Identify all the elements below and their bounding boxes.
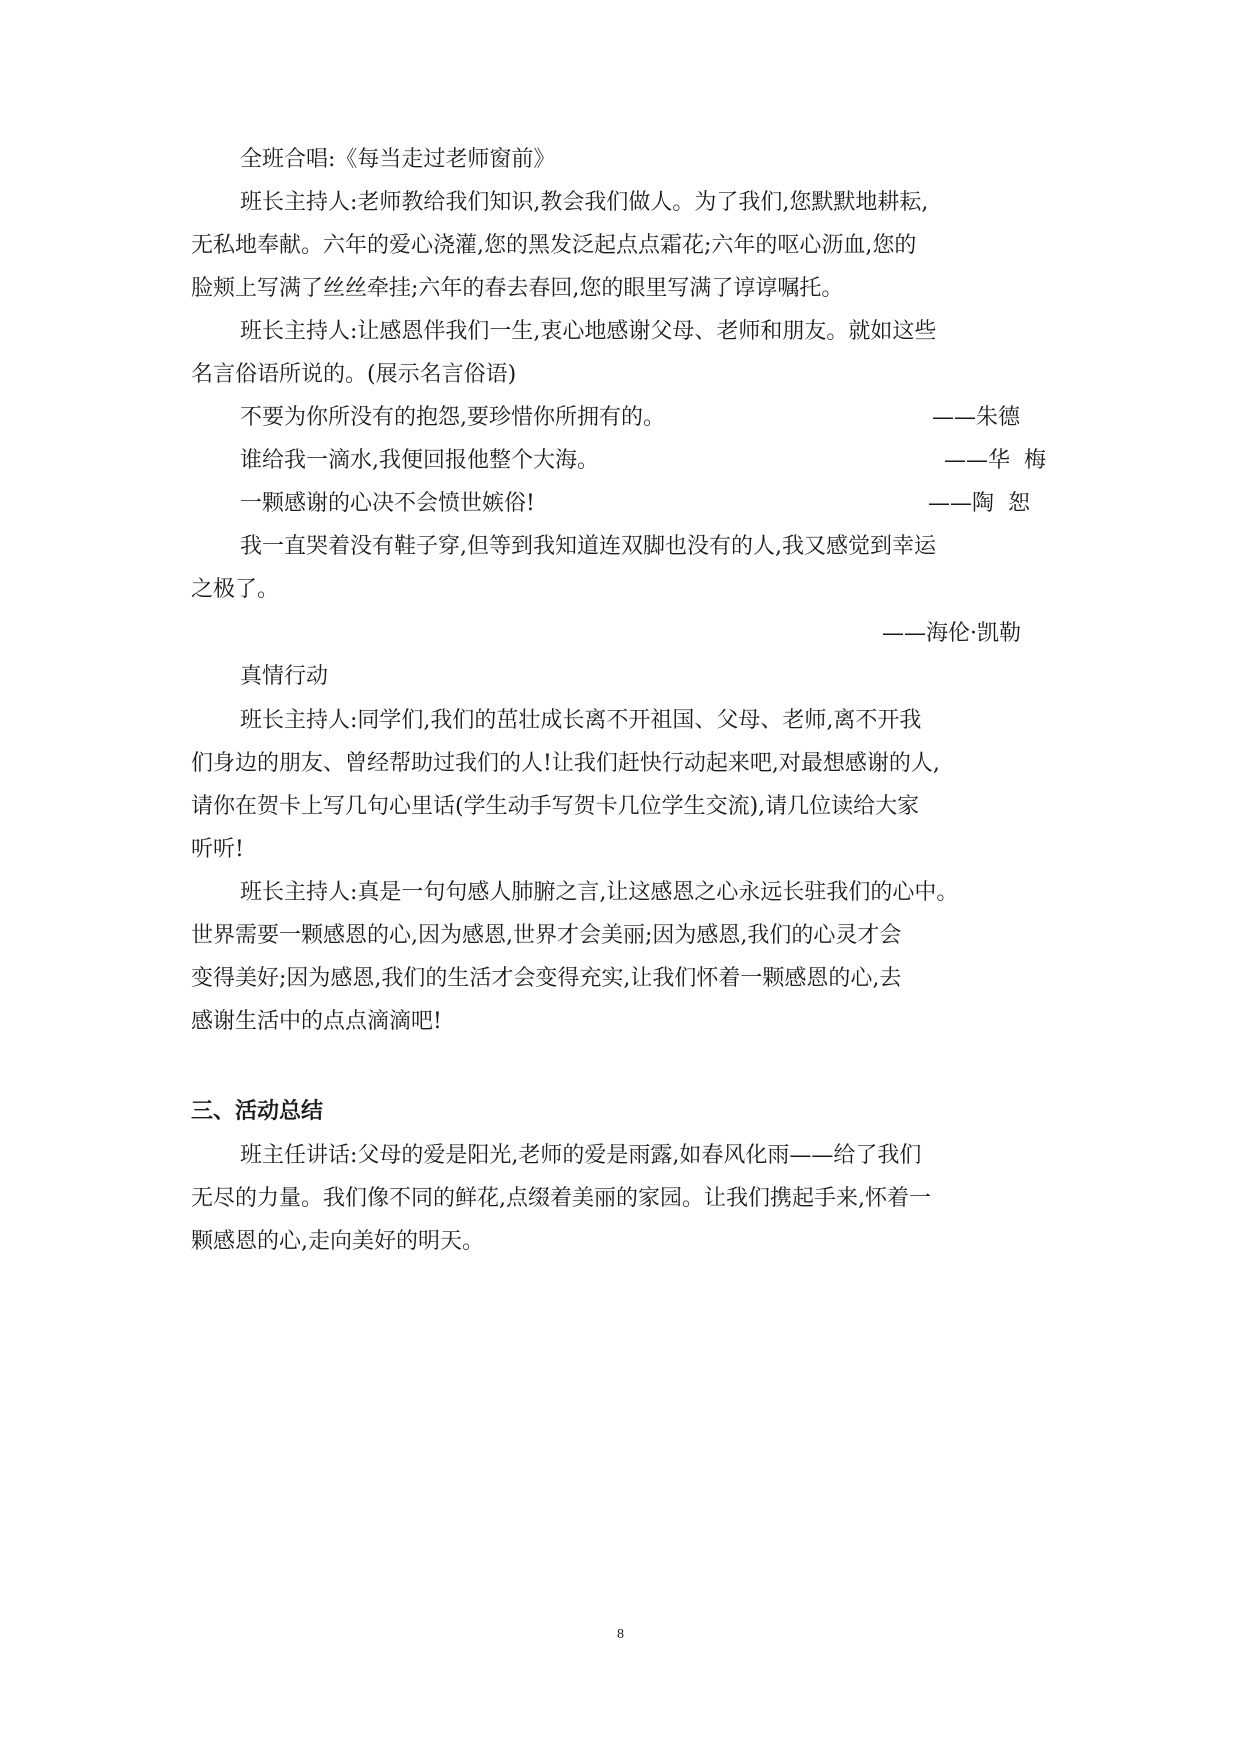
paragraph-line: 无尽的力量。我们像不同的鲜花,点缀着美丽的家园。让我们携起手来,怀着一 xyxy=(191,1186,931,1211)
paragraph-line: 听听! xyxy=(191,837,244,862)
paragraph-line: 脸颊上写满了丝丝牵挂;六年的春去春回,您的眼里写满了谆谆嘱托。 xyxy=(191,276,844,301)
paragraph-line: 世界需要一颗感恩的心,因为感恩,世界才会美丽;因为感恩,我们的心灵才会 xyxy=(191,923,902,948)
quote-author: ——陶 恕 xyxy=(928,491,1030,516)
paragraph-line: 变得美好;因为感恩,我们的生活才会变得充实,让我们怀着一颗感恩的心,去 xyxy=(191,966,902,991)
quote-text: 之极了。 xyxy=(191,577,280,602)
paragraph-line: 们身边的朋友、曾经帮助过我们的人!让我们赶快行动起来吧,对最想感谢的人, xyxy=(191,751,940,776)
quote-author: ——华 梅 xyxy=(944,448,1046,473)
quote-text: 不要为你所没有的抱怨,要珍惜你所拥有的。 xyxy=(240,405,665,430)
quote-author: ——朱德 xyxy=(932,405,1021,430)
paragraph-line: 班长主持人:同学们,我们的茁壮成长离不开祖国、父母、老师,离不开我 xyxy=(240,708,922,733)
subsection-title: 真情行动 xyxy=(240,664,329,689)
quote-author: ——海伦·凯勒 xyxy=(882,621,1021,646)
paragraph-line: 班长主持人:老师教给我们知识,教会我们做人。为了我们,您默默地耕耘, xyxy=(240,190,929,215)
paragraph-line: 名言俗语所说的。(展示名言俗语) xyxy=(191,362,517,387)
paragraph-line: 班长主持人:真是一句句感人肺腑之言,让这感恩之心永远长驻我们的心中。 xyxy=(240,880,959,905)
quote-text: 我一直哭着没有鞋子穿,但等到我知道连双脚也没有的人,我又感觉到幸运 xyxy=(240,534,936,559)
paragraph-line: 感谢生活中的点点滴滴吧! xyxy=(191,1009,442,1034)
chorus-line: 全班合唱:《每当走过老师窗前》 xyxy=(240,147,556,172)
quote-text: 谁给我一滴水,我便回报他整个大海。 xyxy=(240,448,599,473)
page-number: 8 xyxy=(617,1627,624,1642)
paragraph-line: 无私地奉献。六年的爱心浇灌,您的黑发泛起点点霜花;六年的呕心沥血,您的 xyxy=(191,233,917,258)
paragraph-line: 颗感恩的心,走向美好的明天。 xyxy=(191,1229,484,1254)
quote-text: 一颗感谢的心决不会愤世嫉俗! xyxy=(240,491,535,516)
paragraph-line: 请你在贺卡上写几句心里话(学生动手写贺卡几位学生交流),请几位读给大家 xyxy=(191,794,920,819)
section-heading: 三、活动总结 xyxy=(191,1099,324,1124)
paragraph-line: 班长主持人:让感恩伴我们一生,衷心地感谢父母、老师和朋友。就如这些 xyxy=(240,319,937,344)
paragraph-line: 班主任讲话:父母的爱是阳光,老师的爱是雨露,如春风化雨——给了我们 xyxy=(240,1143,922,1168)
